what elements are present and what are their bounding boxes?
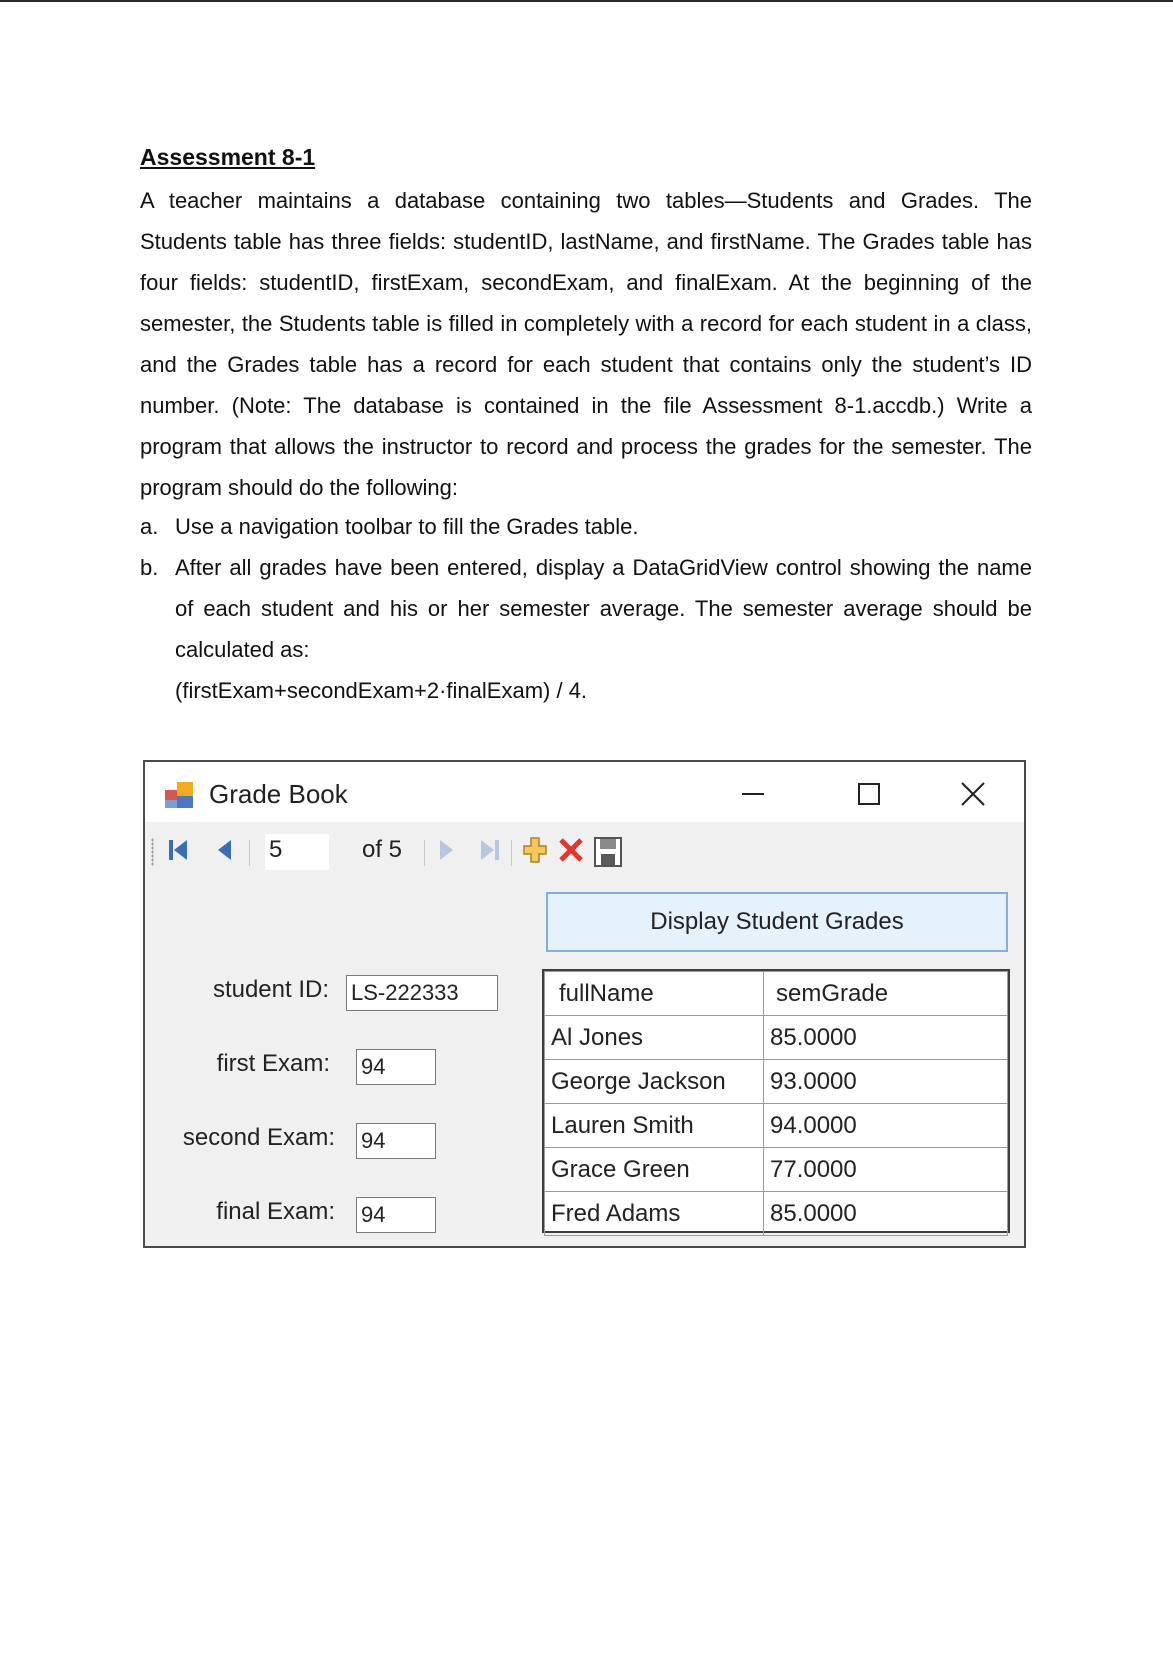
- move-last-icon[interactable]: [479, 836, 501, 864]
- count-label: of 5: [362, 836, 403, 863]
- minimize-icon[interactable]: [733, 774, 773, 814]
- assessment-paragraph: A teacher maintains a database containing two tables—Students and Grades. The Students table has three fields: studentID, lastName, and firstName. The Grades table has four fields: studentID, firstExam, secondExam, and finalExam. At the beginning of the semester, the Students table is filled in completely with a record for each student in a class, and the Grades table has a record for each student that contains only the student’s ID number. (Note: The database is contained in the file Assessment 8-1.accdb.) Write a program that allows the instructor to record and process the grades for the semester. The program should do the following:: [140, 188, 1032, 500]
- table-row[interactable]: [545, 1192, 1008, 1236]
- move-next-icon[interactable]: [437, 836, 455, 864]
- position-value[interactable]: 5: [269, 836, 283, 863]
- close-icon[interactable]: [953, 774, 993, 814]
- final-exam-label: final Exam:: [216, 1198, 335, 1225]
- cell-semgrade[interactable]: 93.0000: [764, 1060, 1008, 1104]
- first-exam-field[interactable]: 94: [356, 1049, 436, 1085]
- assessment-heading: Assessment 8-1: [140, 144, 316, 170]
- save-icon[interactable]: [593, 836, 623, 868]
- display-student-grades-button[interactable]: Display Student Grades: [546, 892, 1008, 952]
- column-header-semgrade[interactable]: semGrade: [764, 972, 1008, 1016]
- list-item-text: After all grades have been entered, display a DataGridView control showing the name of each student and his or her semester average. The semester average should be calculated as:: [175, 555, 1032, 662]
- cell-fullname[interactable]: Al Jones: [545, 1016, 764, 1060]
- first-exam-label: first Exam:: [216, 1050, 330, 1077]
- student-id-field[interactable]: LS-222333: [346, 975, 498, 1011]
- grades-data-grid[interactable]: [542, 969, 1010, 1233]
- table-row[interactable]: [545, 1104, 1008, 1148]
- cell-fullname[interactable]: Fred Adams: [545, 1192, 764, 1236]
- table-row[interactable]: [545, 1016, 1008, 1060]
- grade-book-window: [143, 760, 1026, 1248]
- list-item-text: Use a navigation toolbar to fill the Grades table.: [175, 514, 639, 539]
- binding-navigator: [145, 822, 1024, 880]
- final-exam-field[interactable]: 94: [356, 1197, 436, 1233]
- cell-semgrade[interactable]: 94.0000: [764, 1104, 1008, 1148]
- maximize-icon[interactable]: [849, 774, 889, 814]
- cell-semgrade[interactable]: 85.0000: [764, 1192, 1008, 1236]
- column-header-fullname[interactable]: fullName: [545, 972, 764, 1016]
- table-row[interactable]: [545, 1148, 1008, 1192]
- title-bar[interactable]: [145, 762, 1024, 822]
- app-icon: [165, 782, 193, 808]
- list-item-label: b.: [140, 555, 159, 580]
- cell-semgrade[interactable]: 85.0000: [764, 1016, 1008, 1060]
- cell-fullname[interactable]: Grace Green: [545, 1148, 764, 1192]
- student-id-label: student ID:: [212, 976, 329, 1003]
- window-title: Grade Book: [209, 779, 348, 809]
- second-exam-label: second Exam:: [182, 1124, 335, 1151]
- cell-fullname[interactable]: George Jackson: [545, 1060, 764, 1104]
- cell-fullname[interactable]: Lauren Smith: [545, 1104, 764, 1148]
- page-top-rule: [0, 0, 1173, 2]
- cell-semgrade[interactable]: 77.0000: [764, 1148, 1008, 1192]
- toolbar-separator: [249, 840, 250, 866]
- toolbar-grip[interactable]: [151, 838, 154, 866]
- add-new-icon[interactable]: [522, 836, 548, 864]
- semester-average-formula: (firstExam+secondExam+2·finalExam) / 4.: [175, 678, 588, 703]
- move-previous-icon[interactable]: [215, 836, 233, 864]
- move-first-icon[interactable]: [167, 836, 189, 864]
- list-item-label: a.: [140, 514, 159, 539]
- second-exam-field[interactable]: 94: [356, 1123, 436, 1159]
- table-row[interactable]: [545, 1060, 1008, 1104]
- toolbar-separator: [424, 840, 425, 866]
- delete-icon[interactable]: [557, 836, 585, 864]
- toolbar-separator: [511, 840, 512, 866]
